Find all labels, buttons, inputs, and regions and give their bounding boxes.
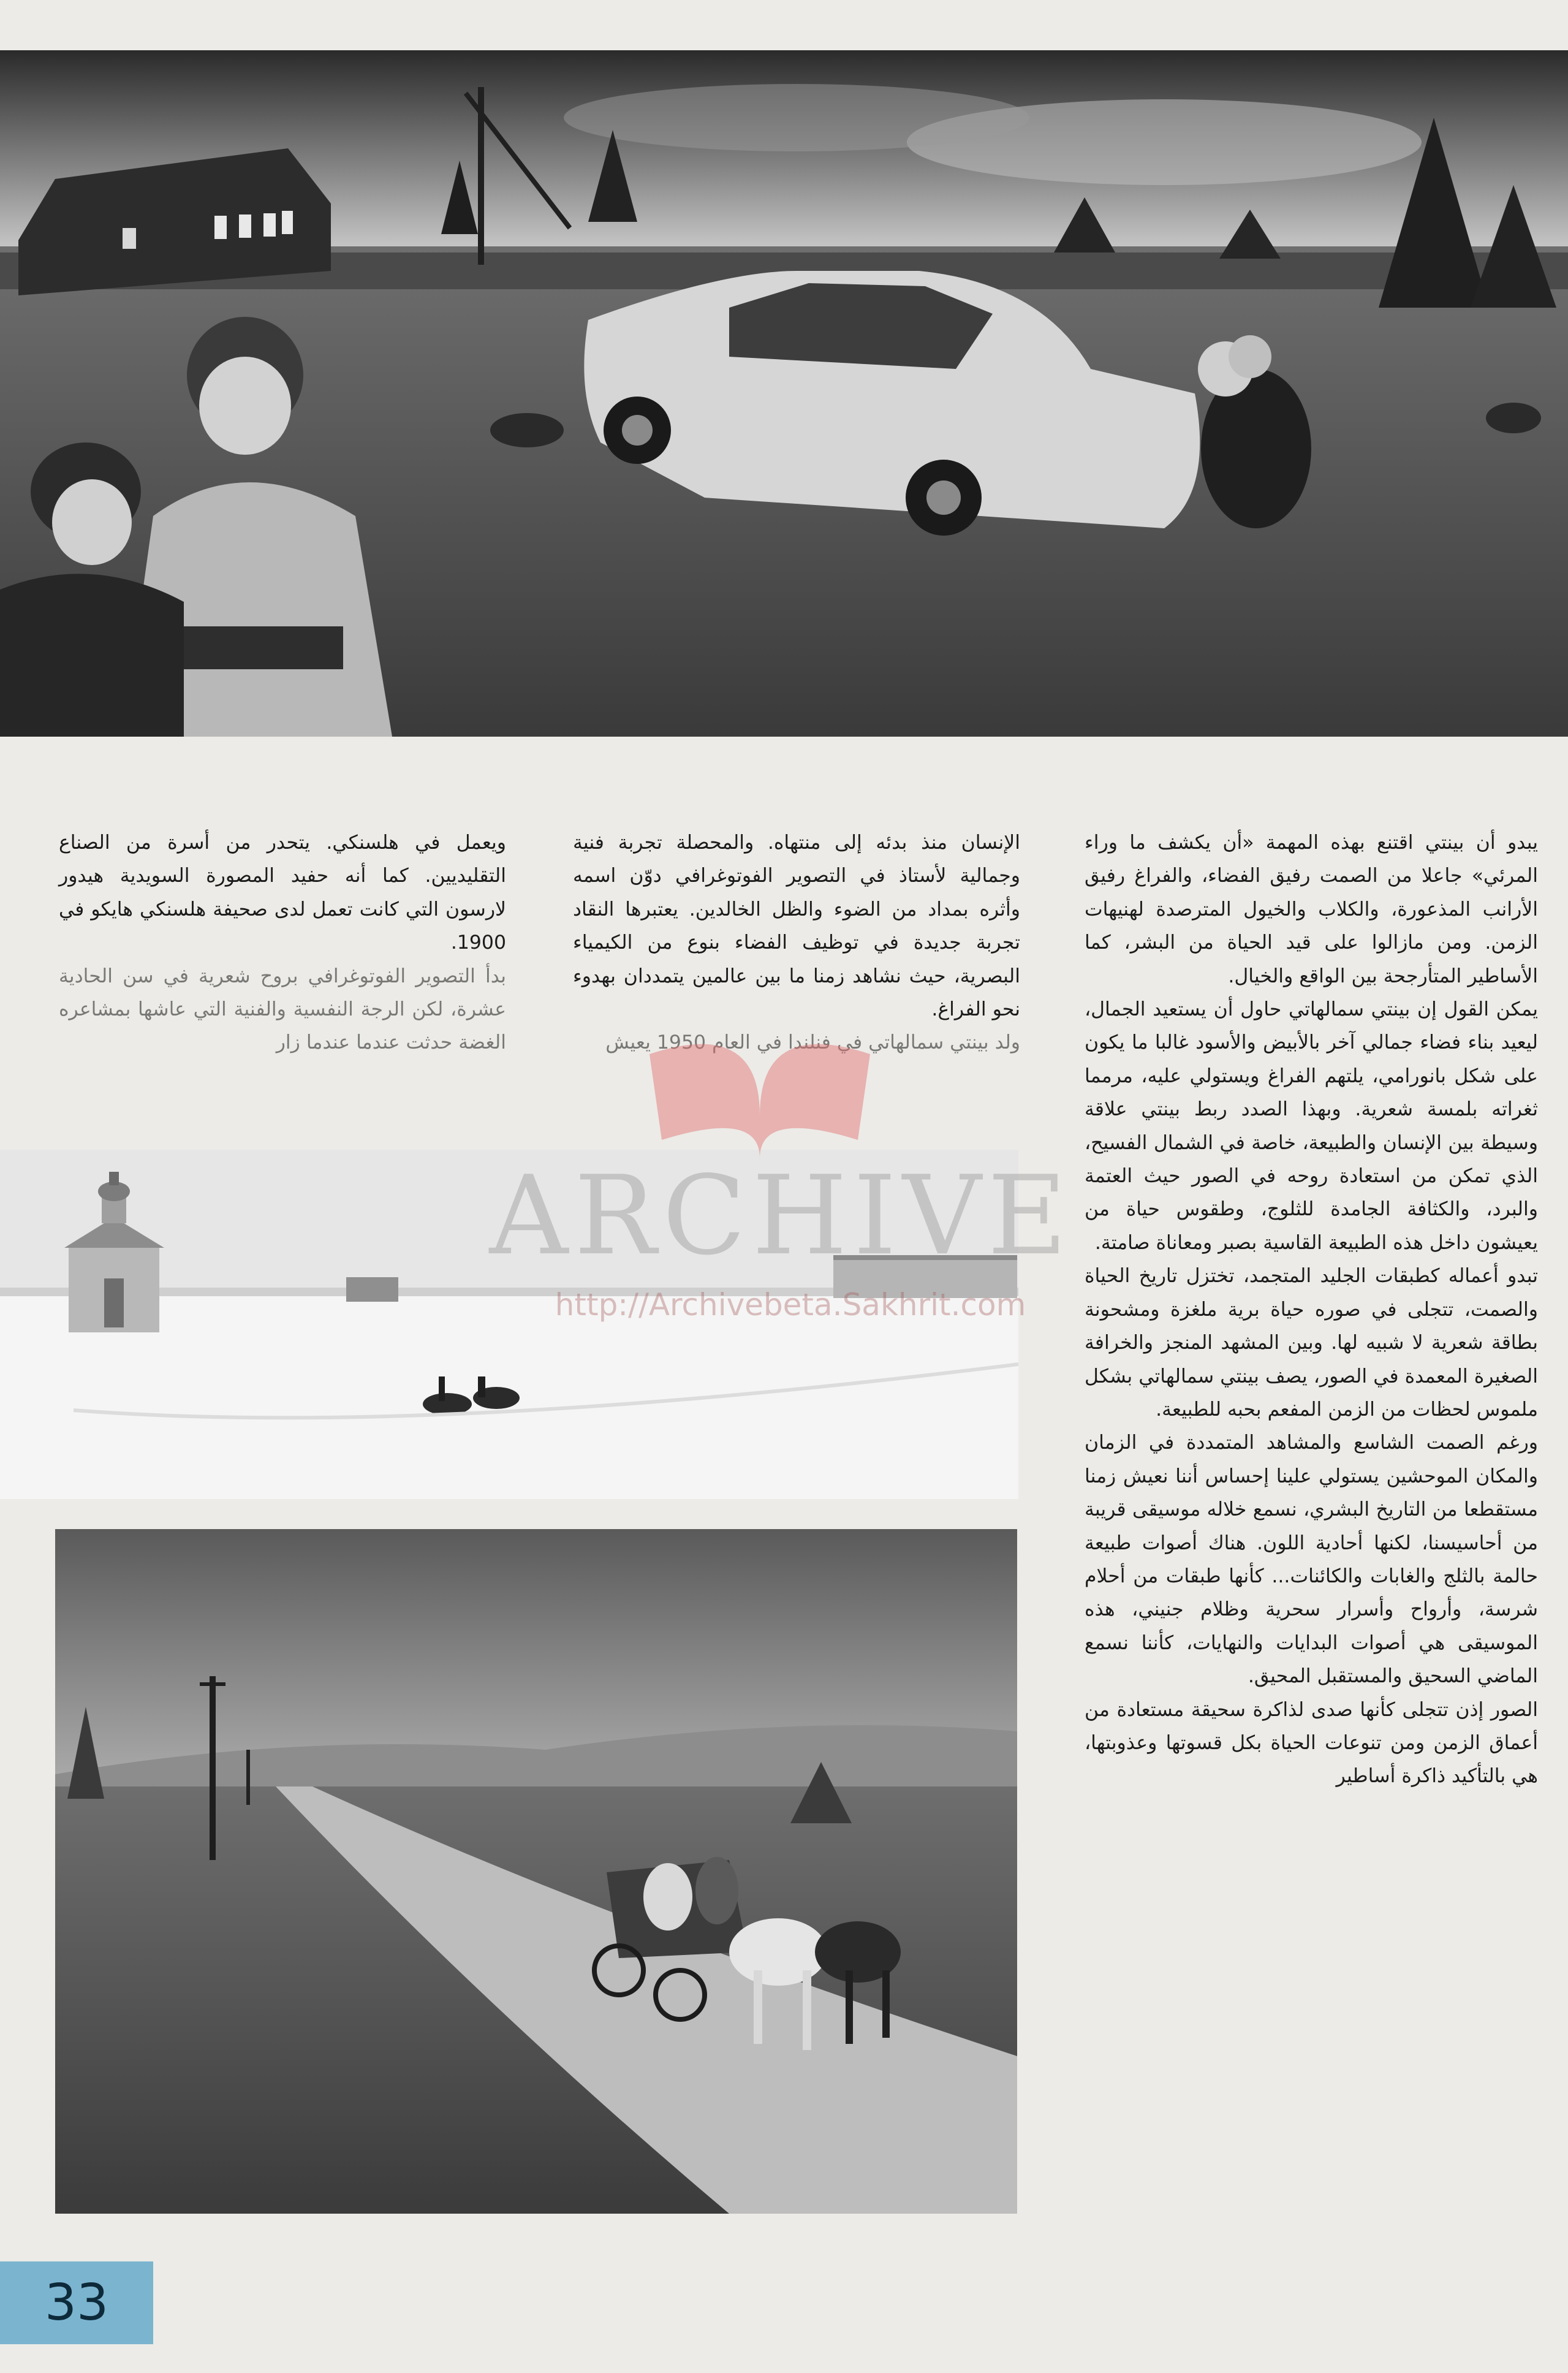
- paragraph: ورغم الصمت الشاسع والمشاهد المتمددة في الزمان والمكان الموحشين يستولي علينا إحساس أننا نعيش زمنا مستقطعا من التاريخ البشري، نسمع خلاله موسيقى قريبة من أحاسيسنا، لكنها أحادية اللون. هناك أصوات طبيعة حالمة بالثلج والغابات والكائنات... كأنها طبقات من أحلام شرسة، وأرواح وأسرار سحرية وظلام جنيني، هذه الموسيقى هي أصوات البدايات والنهايات، كأننا نسمع الماضي السحيق والمستقبل المحيق.: [1085, 1432, 1538, 1688]
- paragraph: ويعمل في هلسنكي. يتحدر من أسرة من الصناع التقليديين. كما أنه حفيد المصورة السويدية هيدور لارسون التي كانت تعمل لدى صحيفة هلسنكي هايكو في 1900.: [59, 832, 506, 954]
- paragraph: تبدو أعماله كطبقات الجليد المتجمد، تختزل تاريخ الحياة والصمت، تتجلى في صوره حياة برية ملغزة ومشحونة بطاقة شعرية لا شبيه لها. وبين المشهد المنجز والخرافة الصغيرة المعمدة في الصور، يصف بينتي سمالهاتي بشكل ملموس لحظات من الزمن المفعم بحبه للطبيعة.: [1085, 1265, 1538, 1421]
- text-column-right: [1085, 826, 1538, 1793]
- paragraph: يمكن القول إن بينتي سمالهاتي حاول أن يستعيد الجمال، ليعيد بناء فضاء جمالي آخر بالأبيض والأسود غالبا ما يكون على شكل بانورامي، يلتهم الفراغ ويستولي عليه، مرمما ثغراته بلمسة شعرية. وبهذا الصدد ربط بينتي علاقة وسيطة بين الإنسان والطبيعة، خاصة في الشمال الفسيح، الذي تمكن من استعادة روحه في الصور حيث العتمة والبرد، والكثافة الجامدة للثلوج، وطقوس حياة من يعيشون داخل هذه الطبيعة القاسية بصبر ومعاناة صامتة.: [1085, 998, 1538, 1254]
- watermark-url: http://Archivebeta.Sakhrit.com: [555, 1287, 1026, 1323]
- text-column-left: [59, 826, 506, 1060]
- page-number: 33: [0, 2261, 153, 2344]
- paragraph: الإنسان منذ بدئه إلى منتهاه. والمحصلة تجربة فنية وجمالية لأستاذ في التصوير الفوتوغرافي دوّن اسمه وأثره بمداد من الضوء والظل الخالدين. يعتبرها النقاد تجربة جديدة في توظيف الفضاء بنوع من الكيمياء البصرية، حيث نشاهد زمنا ما بين عالمين يتمددان بهدوء نحو الفراغ.: [573, 832, 1020, 1021]
- photo-horse-cart: [55, 1529, 1017, 2214]
- paragraph: الصور إذن تتجلى كأنها صدى لذاكرة سحيقة مستعادة من أعماق الزمن ومن تنوعات الحياة بكل قسوتها وعذوبتها، هي بالتأكيد ذاكرة أساطير: [1085, 1698, 1538, 1788]
- photo-children-car: [0, 50, 1568, 737]
- paragraph: يبدو أن بينتي اقتنع بهذه المهمة «أن يكشف ما وراء المرئي» جاعلا من الصمت رفيق الفضاء، والفراغ رفيق الأرانب المذعورة، والكلاب والخيول المترصدة لهنيهات الزمن. ومن مازالوا على قيد الحياة من البشر، كما الأساطير المتأرجحة بين الواقع والخيال.: [1085, 832, 1538, 987]
- paragraph: بدأ التصوير الفوتوغرافي بروح شعرية في سن الحادية عشرة، لكن الرجة النفسية والفنية التي عاشها بمشاعره الغضة حدثت عندما عندما زار: [59, 965, 506, 1054]
- paragraph: ولد بينتي سمالهاتي في فنلندا في العام 1950 يعيش: [605, 1031, 1020, 1054]
- archive-logo-icon: [637, 1017, 882, 1164]
- watermark-title: ARCHIVE: [489, 1152, 1074, 1279]
